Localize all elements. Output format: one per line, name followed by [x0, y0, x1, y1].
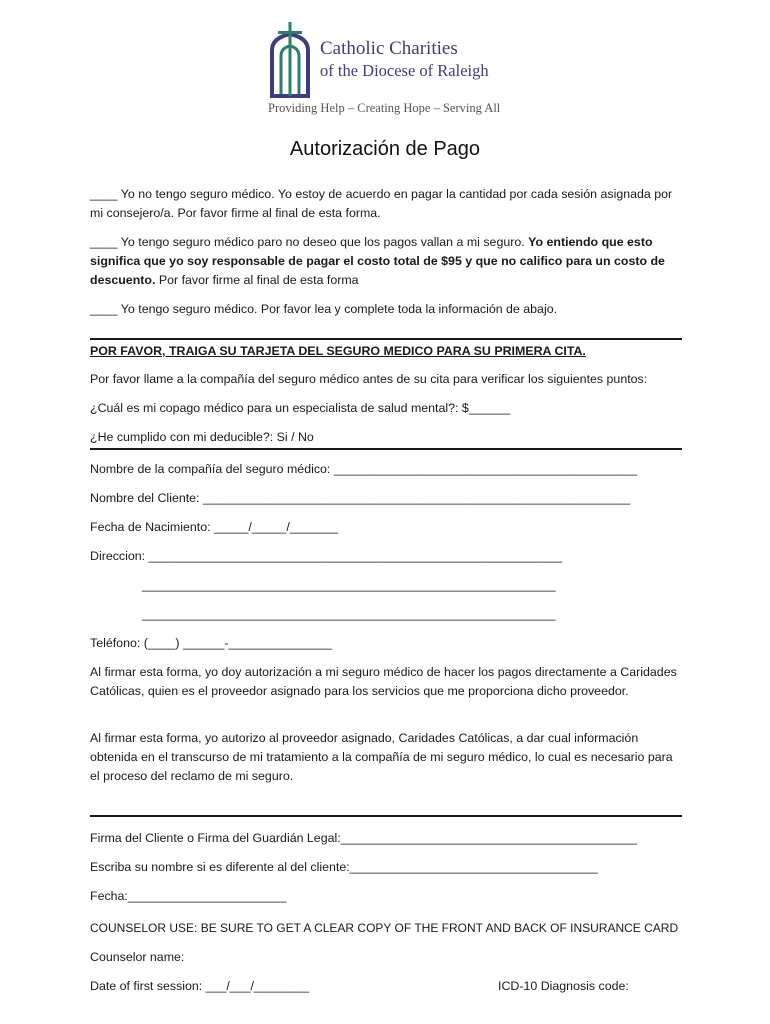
org-name: Catholic Charities [320, 38, 458, 59]
section-divider [90, 338, 682, 340]
copay-question[interactable]: ¿Cuál es mi copago médico para un especialista de salud mental?: $______ [90, 401, 511, 415]
option-text-bold: Yo entiendo que esto significa que yo soy responsable de pagar el costo total de $95 y que no califico para un costo de descuento. [90, 235, 665, 287]
printed-name-field[interactable]: Escriba su nombre si es diferente al del cliente:____________________________________ [90, 860, 598, 874]
option-insurance-yes [90, 300, 680, 319]
section-divider [90, 448, 682, 450]
option-blank[interactable]: ____ [90, 235, 118, 249]
authorization-payment: Al firmar esta forma, yo doy autorización a mi seguro médico de hacer los pagos directamente a Caridades Católicas, quien es el proveedor asignado para los servicios que me proporciona dicho proveedor. [90, 665, 677, 698]
option-text: Por favor firme al final de esta forma [155, 273, 359, 287]
phone-field[interactable]: Teléfono: (____) ______-_______________ [90, 636, 332, 650]
option-text: Yo tengo seguro médico paro no deseo que los pagos vallan a mi seguro. [117, 235, 529, 249]
authorization-information: Al firmar esta forma, yo autorizo al proveedor asignado, Caridades Católicas, a dar cual información obtenida en el transcurso de mi tratamiento a la compañía de mi seguro médico, lo cual es necesario para el proceso del reclamo de mi seguro. [90, 731, 673, 783]
icd10-code-field[interactable]: ICD-10 Diagnosis code: [498, 979, 629, 993]
option-text: Yo no tengo seguro médico. Yo estoy de acuerdo en pagar la cantidad por cada sesión asignada por mi consejero/a. Por favor firme al final de esta forma. [90, 187, 673, 220]
client-name-field[interactable]: Nombre del Cliente: ______________________________________________________________ [90, 491, 631, 505]
deductible-question[interactable]: ¿He cumplido con mi deducible?: Si / No [90, 430, 314, 444]
page-title: Autorización de Pago [289, 138, 481, 160]
option-no-insurance [90, 185, 680, 223]
address-line-3[interactable]: ____________________________________________________________ [142, 607, 556, 621]
date-field[interactable]: Fecha:_______________________ [90, 889, 287, 903]
letterhead [268, 22, 508, 120]
section-divider [90, 815, 682, 817]
counselor-use-heading: COUNSELOR USE: BE SURE TO GET A CLEAR COPY OF THE FRONT AND BACK OF INSURANCE CARD [90, 921, 679, 935]
call-note: Por favor llame a la compañía del seguro médico antes de su cita para verificar los siguientes puntos: [90, 372, 648, 386]
option-text: Yo tengo seguro médico. Por favor lea y complete toda la información de abajo. [117, 302, 558, 316]
signature-field[interactable]: Firma del Cliente o Firma del Guardián Legal:___________________________________________ [90, 831, 637, 845]
cross-arch-logo-icon [268, 22, 312, 102]
address-field[interactable]: Direccion: ____________________________________________________________ [90, 549, 562, 563]
bring-card-notice: POR FAVOR, TRAIGA SU TARJETA DEL SEGURO MEDICO PARA SU PRIMERA CITA. [90, 344, 586, 358]
insurance-company-field[interactable]: Nombre de la compañía del seguro médico: ____________________________________________ [90, 462, 638, 476]
org-tagline: Providing Help – Creating Hope – Serving All [268, 101, 501, 115]
counselor-name-field[interactable]: Counselor name: [90, 950, 185, 964]
option-blank[interactable]: ____ [90, 187, 118, 201]
first-session-date-field[interactable]: Date of first session: ___/___/________ [90, 979, 310, 993]
option-blank[interactable]: ____ [90, 302, 118, 316]
org-subtitle: of the Diocese of Raleigh [320, 61, 489, 80]
option-insurance-self-pay [90, 233, 680, 290]
birth-date-field[interactable]: Fecha de Nacimiento: _____/_____/_______ [90, 520, 339, 534]
address-line-2[interactable]: ____________________________________________________________ [142, 578, 556, 592]
